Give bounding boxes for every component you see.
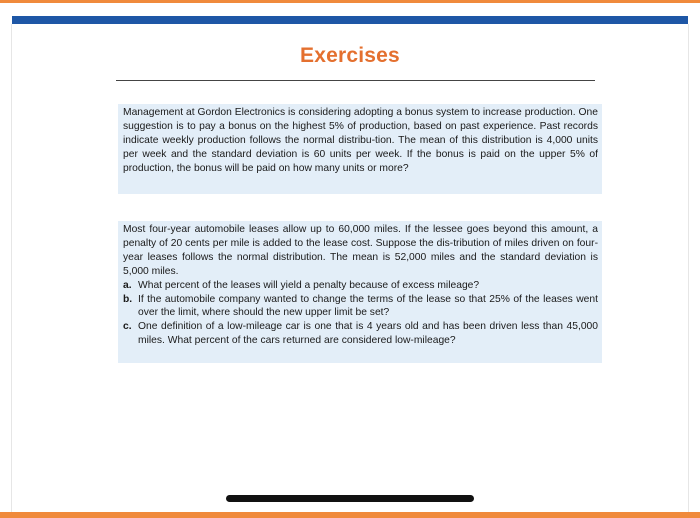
page-left-edge	[11, 24, 12, 512]
exercise-2	[118, 221, 602, 363]
page-right-edge	[688, 24, 689, 512]
exercise-2-parts	[123, 279, 598, 349]
title-divider	[116, 80, 595, 81]
header-blue-bar	[12, 16, 688, 24]
exercise-2-part-a	[123, 279, 598, 293]
home-indicator[interactable]	[226, 495, 474, 502]
part-text: If the automobile company wanted to change the terms of the lease so that 25% of the leases went over the limit, where should the new upper limit be set?	[138, 293, 598, 319]
exercise-2-part-c	[123, 320, 598, 348]
exercise-1	[118, 104, 602, 194]
page-title: Exercises	[300, 44, 400, 67]
part-label: b.	[123, 293, 133, 305]
part-label: a.	[123, 279, 132, 291]
exercise-1-text: Management at Gordon Electronics is considering adopting a bonus system to increase production. One suggestion is to pay a bonus on the highest 5% of production, based on past experience. Past records indicate weekly production follows the normal distribu-tion. The mean of this distribution is 4,000 units per week and the standard deviation is 60 units per week. If the bonus is paid on the upper 5% of production, the bonus will be paid on how many units or more?	[123, 107, 598, 174]
bottom-accent-bar	[0, 512, 700, 518]
part-text: One definition of a low-mileage car is one that is 4 years old and has been driven less than 45,000 miles. What percent of the cars returned are considered low-mileage?	[138, 321, 598, 347]
part-label: c.	[123, 321, 132, 333]
exercise-2-part-b	[123, 293, 598, 321]
top-accent-bar	[0, 0, 700, 3]
part-text: What percent of the leases will yield a penalty because of excess mileage?	[138, 279, 480, 291]
exercise-2-text: Most four-year automobile leases allow up to 60,000 miles. If the lessee goes beyond this amount, a penalty of 20 cents per mile is added to the lease cost. Suppose the dis-tribution of miles driven on four-year leases follows the normal distribution. The mean is 52,000 miles and the standard deviation is 5,000 miles.	[123, 224, 598, 277]
